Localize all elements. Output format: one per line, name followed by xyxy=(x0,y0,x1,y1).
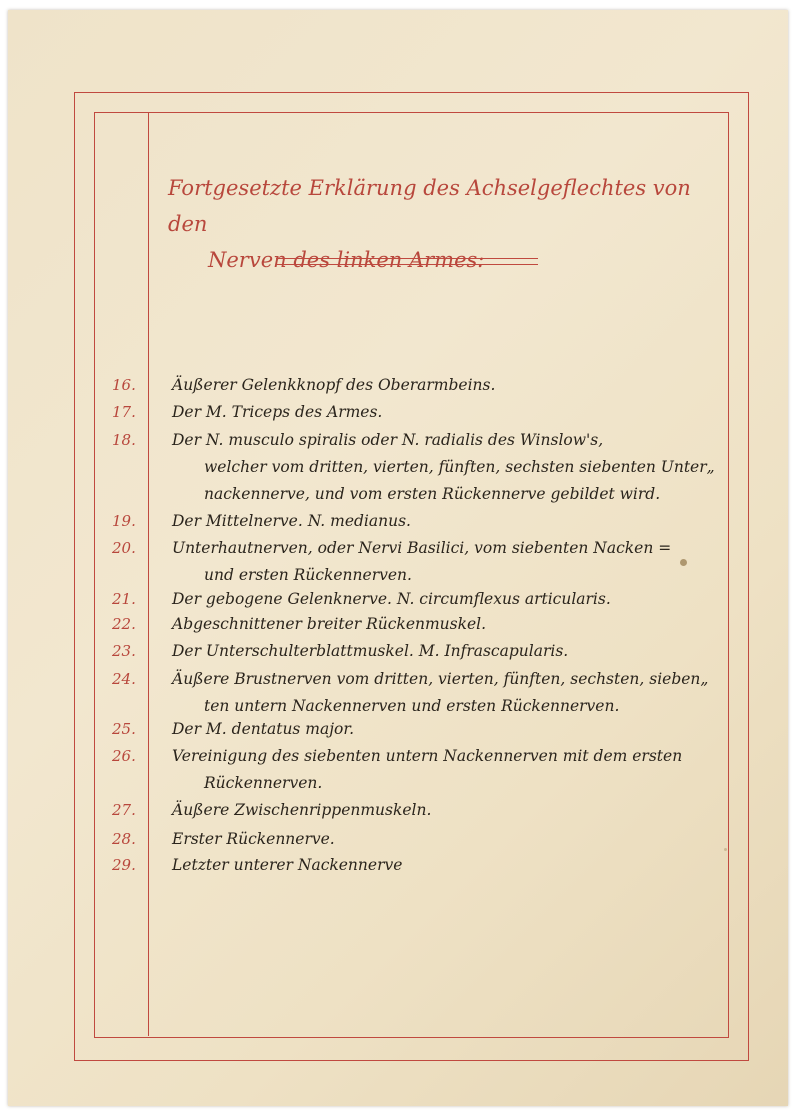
entry-text: nackennerve, und vom ersten Rückennerve gebildet wird. xyxy=(204,485,661,503)
entry-number: 17. xyxy=(112,403,136,421)
entry-number: 20. xyxy=(112,539,136,557)
entry-text: Der M. dentatus major. xyxy=(172,720,355,738)
title-line-1: Fortgesetzte Erklärung des Achselgeflechtes von den xyxy=(168,176,691,236)
entry-text: Der N. musculo spiralis oder N. radialis des Winslow's, xyxy=(172,431,604,449)
entry-number: 29. xyxy=(112,856,136,874)
entry-text: Äußere Brustnerven vom dritten, vierten, fünften, sechsten, sieben„ xyxy=(172,670,709,688)
entry-text: Unterhautnerven, oder Nervi Basilici, vom siebenten Nacken = xyxy=(172,539,672,557)
entry-number: 28. xyxy=(112,830,136,848)
manuscript-page xyxy=(8,10,788,1106)
entry-number: 23. xyxy=(112,642,136,660)
page-title xyxy=(168,170,728,278)
entry-text: Der Unterschulterblattmuskel. M. Infrascapularis. xyxy=(172,642,569,660)
entry-number: 24. xyxy=(112,670,136,688)
entry-text: ten untern Nackennerven und ersten Rückennerven. xyxy=(204,697,620,715)
entry-text: Letzter unterer Nackennerve xyxy=(172,856,403,874)
entry-text: Äußere Zwischenrippenmuskeln. xyxy=(172,801,432,819)
entry-number: 27. xyxy=(112,801,136,819)
entry-text: welcher vom dritten, vierten, fünften, sechsten siebenten Unter„ xyxy=(204,458,715,476)
entry-number: 21. xyxy=(112,590,136,608)
entry-text: Der M. Triceps des Armes. xyxy=(172,403,383,421)
entry-text: Rückennerven. xyxy=(204,774,323,792)
entry-number: 26. xyxy=(112,747,136,765)
entry-text: Erster Rückennerve. xyxy=(172,830,335,848)
entry-text: Abgeschnittener breiter Rückenmuskel. xyxy=(172,615,487,633)
title-underline xyxy=(276,258,538,259)
entry-number: 22. xyxy=(112,615,136,633)
entry-number: 18. xyxy=(112,431,136,449)
title-line-2: Nerven des linken Armes: xyxy=(208,248,485,272)
title-underline xyxy=(276,264,538,265)
entry-number: 25. xyxy=(112,720,136,738)
entry-text: und ersten Rückennerven. xyxy=(204,566,412,584)
entry-number: 19. xyxy=(112,512,136,530)
entry-text: Der gebogene Gelenknerve. N. circumflexus articularis. xyxy=(172,590,611,608)
margin-line xyxy=(148,113,149,1036)
entry-text: Der Mittelnerve. N. medianus. xyxy=(172,512,411,530)
entry-text: Äußerer Gelenkknopf des Oberarmbeins. xyxy=(172,376,496,394)
entry-number: 16. xyxy=(112,376,136,394)
entry-text: Vereinigung des siebenten untern Nackennerven mit dem ersten xyxy=(172,747,683,765)
